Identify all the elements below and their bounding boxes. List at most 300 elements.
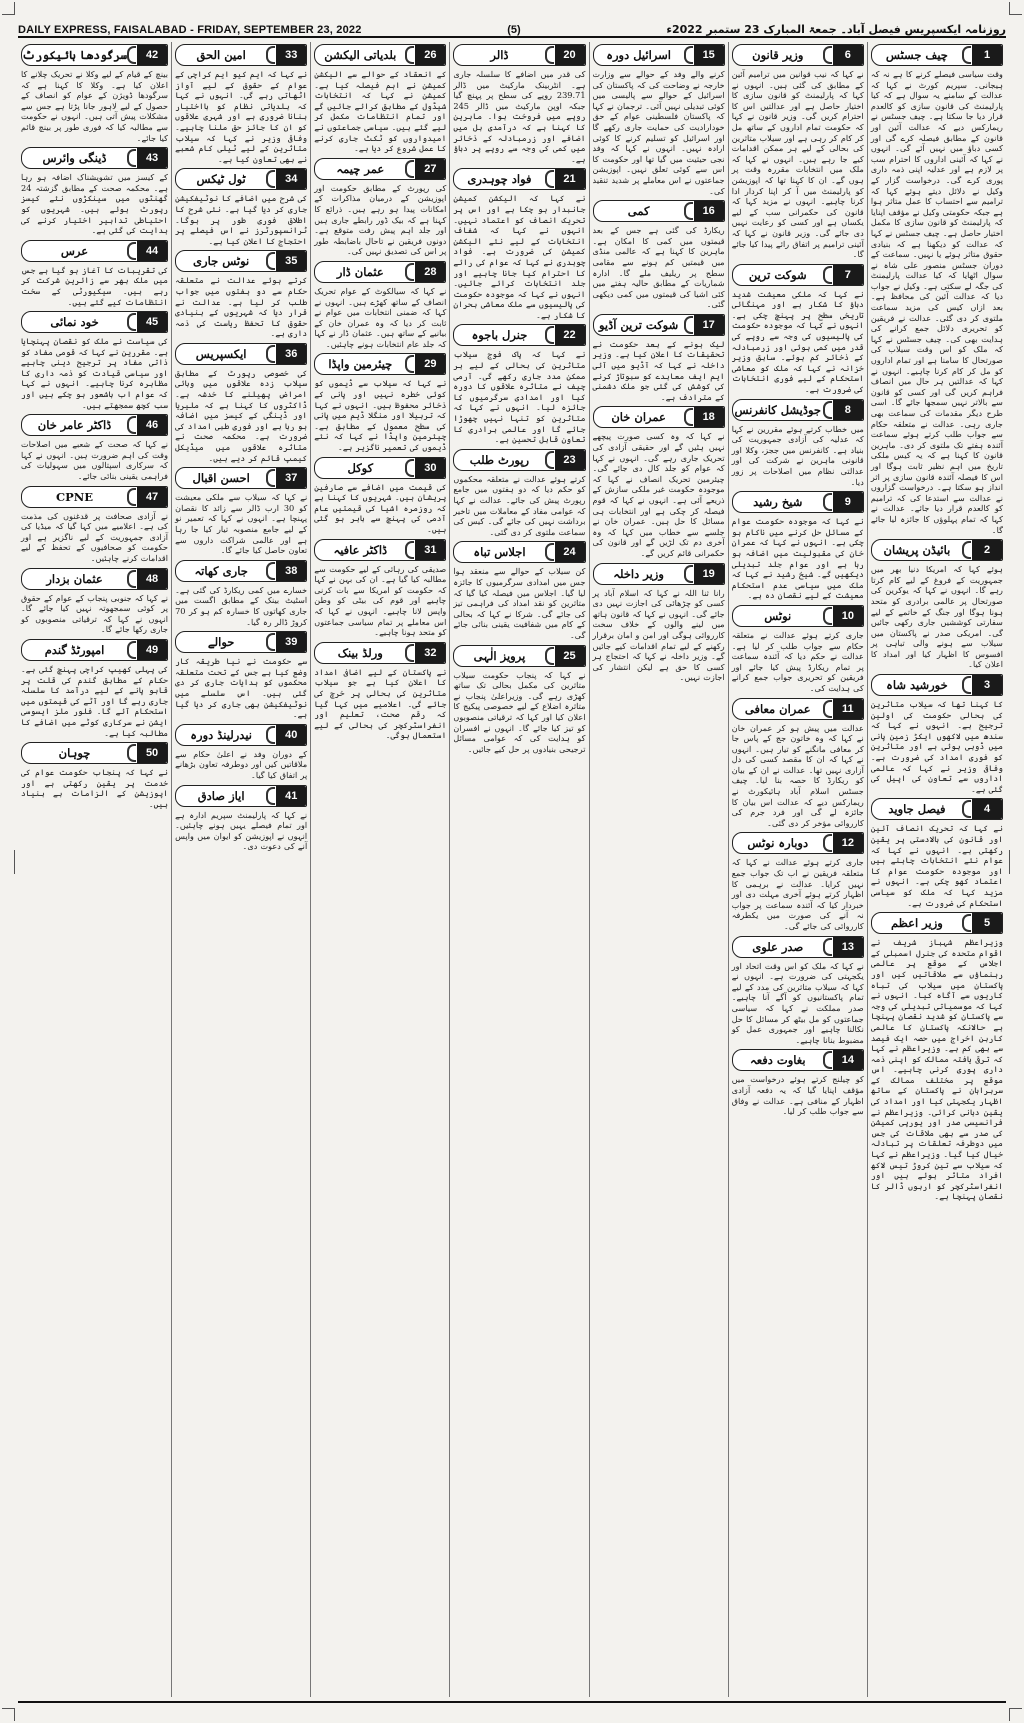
hook-ornament: [684, 316, 693, 334]
headline-box: [314, 642, 446, 664]
headline-box: [593, 563, 725, 585]
news-item-41: [175, 785, 307, 852]
news-item-23: [453, 449, 585, 538]
headline-box: [732, 491, 864, 513]
headline-box: [732, 1049, 864, 1071]
story-text: صدیقی کی رہائی کے لیے حکومت سے مطالبہ کیا گیا ہے۔ ان کی بہن نے کہا کہ حکومت کو امریکا سے بات کرنی چاہیے اور قوم کی بیٹی کو وطن واپس لانا چاہیے۔ انہوں نے کہا کہ اس معاملے پر تمام سیاسی جماعتوں کو متحد ہونا چاہیے۔: [314, 563, 447, 638]
story-text: بینچ کے قیام کے لیے وکلا نے تحریک چلانے کا اعلان کیا ہے۔ وکلا کا کہنا ہے کہ سرگودھا ڈویژن کے عوام کو انصاف کے حصول کے لیے لاہور جانا پڑتا ہے جس سے مشکلات پیش آتی ہیں۔ انہوں نے حکومت سے مطالبہ کیا کہ فوری طور پر بینچ قائم کیا جائے۔: [20, 69, 169, 143]
headline: چیف جسٹس: [885, 48, 948, 62]
news-item-9: [732, 491, 864, 601]
hook-ornament: [405, 46, 414, 64]
column-4: [449, 42, 588, 1697]
item-number-badge: 47: [137, 487, 167, 507]
story-text: نے کہا کہ سیالکوٹ کے عوام تحریک انصاف کے ساتھ کھڑے ہیں۔ انہوں نے کہا کہ ضمنی انتخابات میں عوام نے ثابت کر دیا کہ وہ عمران خان کے بیانیے کے ساتھ ہیں۔ عثمان ڈار نے کہا کہ جلد عام انتخابات ہونے چاہئیں۔: [314, 285, 447, 349]
news-item-45: [21, 311, 168, 410]
story-text: ہوئے کہا کہ امریکا دنیا بھر میں جمہوریت کے فروغ کے لیے کام کرتا رہے گا۔ انہوں نے کہا کہ یوکرین کی صورتحال پر عالمی برادری کو متحد ہونا ہوگا اور جنگ کے خاتمے کے لیے سفارتی کوششیں جاری رکھی جائیں گی۔ امریکی صدر نے پاکستان میں سیلاب سے ہونے والی تباہی پر افسوس کا اظہار کیا اور امداد کا اعلان کیا۔: [870, 564, 1003, 670]
hook-ornament: [823, 266, 832, 284]
headline-box: [453, 541, 585, 563]
hook-ornament: [127, 242, 136, 260]
hook-ornament: [405, 263, 414, 281]
item-number-badge: 39: [276, 632, 306, 652]
story-text: کے کیسز میں تشویشناک اضافہ ہو رہا ہے۔ محکمہ صحت کے مطابق گزشتہ 24 گھنٹوں میں سینکڑوں نئے کیسز رپورٹ ہوئے ہیں۔ شہریوں کو احتیاطی تدابیر اختیار کرنے کی ہدایت کی گئی ہے۔: [20, 172, 169, 236]
item-number-badge: 1: [972, 45, 1002, 65]
crop-mark: [2, 850, 15, 874]
news-item-1: [871, 44, 1003, 535]
headline: اجلاس تباہ: [473, 545, 526, 560]
headline: جوڈیشل کانفرنس: [734, 402, 822, 417]
column-7: [18, 42, 171, 1697]
headline-box: [21, 311, 168, 333]
story-text: نے کہا کہ پاک فوج سیلاب متاثرین کی بحالی کے لیے ہر ممکن مدد جاری رکھے گی۔ آرمی چیف نے متاثرہ علاقوں کا دورہ کیا اور امدادی سرگرمیوں کا جائزہ لیا۔ انہوں نے کہا کہ متاثرین کو تنہا نہیں چھوڑا جائے گا اور عالمی برادری کا تعاون قابل تحسین ہے۔: [453, 349, 586, 445]
headline-box: [871, 539, 1003, 561]
story-text: نے کہا کہ پنجاب حکومت سیلاب متاثرین کی مکمل بحالی تک ساتھ کھڑی رہے گی۔ وزیراعلیٰ پنجاب نے متاثرہ اضلاع کے لیے خصوصی پیکیج کا اعلان کیا اور کہا کہ ترقیاتی منصوبوں کو تیز کیا جائے گا۔ انہوں نے افسران کو ہدایت کی کہ عوامی مسائل ترجیحی بنیادوں پر حل کیے جائیں۔: [453, 669, 586, 754]
headline-box: [21, 147, 168, 169]
column-3: [589, 42, 728, 1697]
hook-ornament: [684, 408, 693, 426]
item-number-badge: 41: [276, 786, 306, 806]
story-text: کرتے ہوئے عدالت نے متعلقہ حکام سے دو ہفتوں میں جواب طلب کر لیا ہے۔ عدالت نے قرار دیا کہ شہریوں کے بنیادی حقوق کا تحفظ ریاست کی ذمہ داری ہے۔: [175, 275, 308, 339]
column-1: [867, 42, 1006, 1697]
headline: شوکت ترین آڈیو: [598, 317, 679, 332]
story-text: کرنے والے وفد کے حوالے سے وزارت خارجہ نے وضاحت کی کہ پاکستان کی اسرائیل کے حوالے سے پالیسی میں کوئی تبدیلی نہیں آئی۔ ترجمان نے کہا کہ پاکستان فلسطینی عوام کے حق خودارادیت کی حمایت جاری رکھے گا اور اسرائیل کو تسلیم کرنے کا کوئی ارادہ نہیں۔ انہوں نے کہا کہ وفد نجی حیثیت میں گیا تھا اور حکومت کا اس سے کوئی تعلق نہیں۔ اپوزیشن جماعتوں نے اس معاملے پر شدید تنقید کی۔: [592, 69, 725, 196]
headline: چیئرمین واپڈا: [328, 357, 393, 372]
hook-ornament: [405, 459, 414, 477]
hook-ornament: [823, 1051, 832, 1069]
hook-ornament: [266, 252, 275, 270]
item-number-badge: 12: [833, 833, 863, 853]
news-item-50: [21, 742, 168, 809]
news-item-10: [732, 605, 864, 694]
story-text: کی خصوصی رپورٹ کے مطابق سیلاب زدہ علاقوں میں وبائی امراض پھیلنے کا خدشہ ہے۔ ڈاکٹروں کا کہنا ہے کہ ملیریا اور ڈینگی کے کیسز میں اضافہ ہو رہا ہے اور فوری طبی امداد کی ضرورت ہے۔ محکمہ صحت نے متاثرہ علاقوں میں میڈیکل کیمپ قائم کر دیے ہیں۔: [175, 367, 308, 463]
story-text: نے کہا کہ نیب قوانین میں ترامیم آئین کے مطابق کی گئی ہیں۔ انہوں نے کہا کہ پارلیمنٹ کو قانون سازی کا اختیار حاصل ہے اور عدالتیں اس کا احترام کریں گی۔ وزیر قانون نے کہا کہ حکومت تمام اداروں کے ساتھ مل کر کام کر رہی ہے اور سیلاب متاثرین کی بحالی کے لیے ہر ممکن اقدامات کیے جا رہے ہیں۔ انہوں نے کہا کہ ملک میں انتخابات مقررہ وقت پر ہوں گے۔ ان کا کہنا تھا کہ اپوزیشن کو پارلیمنٹ میں آ کر اپنا کردار ادا کرنا چاہیے۔ انہوں نے مزید کہا کہ قانون کی حکمرانی سب کے لیے یکساں ہے اور کسی کو رعایت نہیں دی جائے گی۔ وزیر قانون نے کہا کہ آئینی ترامیم پر اتفاق رائے پیدا کیا جائے گا۔: [731, 69, 864, 260]
news-item-40: [175, 724, 307, 781]
item-number-badge: 26: [415, 45, 445, 65]
headline: پرویز الٰہی: [473, 648, 526, 663]
column-5: [310, 42, 449, 1697]
news-item-20: [453, 44, 585, 164]
item-number-badge: 7: [833, 265, 863, 285]
news-item-7: [732, 264, 864, 395]
hook-ornament: [127, 570, 136, 588]
story-text: رانا ثنا اللہ نے کہا کہ اسلام آباد پر کسی کو چڑھائی کی اجازت نہیں دی جائے گی۔ انہوں نے کہا کہ قانون ہاتھ میں لینے والوں کے خلاف سخت کارروائی ہوگی اور امن و امان برقرار رکھنے کے لیے تمام اقدامات کیے جائیں گے۔ وزیر داخلہ نے کہا کہ احتجاج ہر کسی کا حق ہے لیکن انتشار کی اجازت نہیں۔: [592, 587, 725, 683]
hook-ornament: [405, 355, 414, 373]
hook-ornament: [127, 744, 136, 762]
hook-ornament: [545, 46, 554, 64]
news-item-14: [732, 1049, 864, 1116]
headline: شیخ رشید: [753, 495, 803, 510]
headline-box: [314, 158, 446, 180]
headline: فواد چوہدری: [467, 172, 532, 187]
headline: وزیر قانون: [752, 48, 804, 62]
column-6: [171, 42, 310, 1697]
hook-ornament: [962, 914, 971, 932]
item-number-badge: 29: [415, 354, 445, 374]
news-item-16: [593, 200, 725, 310]
headline: دوبارہ نوٹس: [747, 836, 809, 851]
story-text: نے پاکستان کے لیے اضافی امداد کا اعلان کیا ہے جو سیلاب متاثرین کی بحالی پر خرچ کی جائے گی۔ اعلامیے میں کہا گیا کہ رقم صحت، تعلیم اور انفراسٹرکچر کی بحالی کے لیے استعمال ہوگی۔: [314, 666, 447, 741]
hook-ornament: [962, 541, 971, 559]
headline-box: [314, 353, 446, 375]
hook-ornament: [266, 469, 275, 487]
story-text: نے کہا کہ ملک کو اس وقت اتحاد اور یکجہتی کی ضرورت ہے۔ انہوں نے کہا کہ سیلاب متاثرین کی مدد کے لیے تمام پاکستانیوں کو آگے آنا چاہیے۔ صدر مملکت نے کہا کہ سیاسی جماعتوں کو مل بیٹھ کر مسائل کا حل نکالنا چاہیے اور جمہوری عمل کو مضبوط بنانا چاہیے۔: [731, 960, 864, 1045]
item-number-badge: 15: [694, 45, 724, 65]
headline: بائیڈن پریشان: [883, 543, 951, 558]
story-text: نے کہا کہ پارلیمنٹ سپریم ادارہ ہے اور تمام فیصلے یہیں ہونے چاہئیں۔ انہوں نے اپوزیشن کو ایوان میں واپس آنے کی دعوت دی۔: [175, 809, 308, 852]
headline-box: [453, 168, 585, 190]
hook-ornament: [266, 726, 275, 744]
item-number-badge: 42: [137, 45, 167, 65]
story-text: خسارے میں کمی ریکارڈ کی گئی ہے۔ اسٹیٹ بینک کے مطابق اگست میں جاری کھاتوں کا خسارہ کم ہو کر 70 کروڑ ڈالر رہ گیا۔: [175, 584, 308, 627]
item-number-badge: 11: [833, 699, 863, 719]
headline-box: [732, 399, 864, 421]
headline: وزیر داخلہ: [613, 566, 664, 581]
headline-box: [732, 698, 864, 720]
headline-box: [732, 264, 864, 286]
item-number-badge: 21: [555, 169, 585, 189]
story-text: کا کہنا تھا کہ سیلاب متاثرین کی بحالی حکومت کی اولین ترجیح ہے۔ انہوں نے کہا کہ سندھ میں لاکھوں ایکڑ زمین پانی میں ڈوبی ہوئی ہے اور متاثرین کو فوری امداد کی ضرورت ہے۔ وفاقی وزیر نے کہا کہ عالمی اداروں سے تعاون کی اپیل کی گئی ہے۔: [870, 699, 1003, 794]
item-number-badge: 40: [276, 725, 306, 745]
headline-box: [175, 560, 307, 582]
headline: جنرل باجوہ: [471, 328, 528, 343]
headline: جاری کھاتہ: [194, 563, 248, 578]
headline: کوکل: [347, 460, 374, 475]
headline: احسن اقبال: [192, 471, 250, 486]
item-number-badge: 6: [833, 45, 863, 65]
headline: صدر علوی: [752, 939, 804, 954]
item-number-badge: 18: [694, 407, 724, 427]
story-text: نے آزادی صحافت پر قدغنوں کی مذمت کی ہے۔ اعلامیے میں کہا گیا کہ میڈیا کی آزادی جمہوریت کے لیے ناگزیر ہے اور حکومت کو صحافیوں کے تحفظ کے لیے اقدامات کرنے چاہئیں۔: [20, 510, 169, 563]
headline: چوہان: [58, 746, 91, 761]
hook-ornament: [266, 633, 275, 651]
story-text: ریکارڈ کی گئی ہے جس کے بعد قیمتوں میں کمی کا امکان ہے۔ ماہرین کا کہنا ہے کہ عالمی منڈی میں قیمتیں کم ہونے سے مقامی سطح پر ریلیف ملے گا۔ ادارہ شماریات کے مطابق حالیہ ہفتے میں کئی اشیا کی قیمتوں میں کمی دیکھی گئی۔: [592, 225, 725, 310]
headline-box: [871, 44, 1003, 66]
news-item-27: [314, 158, 446, 257]
news-item-42: [21, 44, 168, 143]
news-item-2: [871, 539, 1003, 670]
item-number-badge: 19: [694, 564, 724, 584]
crop-mark: [1009, 850, 1022, 874]
headline: عمر چیمہ: [336, 161, 385, 176]
headline-box: [453, 645, 585, 667]
news-item-35: [175, 250, 307, 339]
hook-ornament: [127, 149, 136, 167]
hook-ornament: [266, 787, 275, 805]
headline-box: [871, 798, 1003, 820]
item-number-badge: 38: [276, 561, 306, 581]
headline: رپورٹ طلب: [469, 452, 530, 467]
hook-ornament: [823, 46, 832, 64]
news-item-48: [21, 568, 168, 635]
news-item-30: [314, 457, 446, 535]
masthead-english-dateline: DAILY EXPRESS, FAISALABAD - FRIDAY, SEPTEMBER 23, 2022: [18, 24, 362, 36]
footer-rule: [18, 1701, 1006, 1703]
item-number-badge: 45: [137, 312, 167, 332]
story-text: نے کہا کہ پنجاب حکومت عوام کی خدمت پر یقین رکھتی ہے اور اپوزیشن کے الزامات بے بنیاد ہیں۔: [20, 767, 169, 809]
news-item-18: [593, 406, 725, 558]
story-text: کن سیلاب کے حوالے سے منعقد ہوا جس میں امدادی سرگرمیوں کا جائزہ لیا گیا۔ اجلاس میں فیصلہ کیا گیا کہ متاثرین کو نقد امداد کی فراہمی تیز کی جائے گی۔ شرکا نے کہا کہ بحالی کے کام میں شفافیت یقینی بنائی جائے گی۔: [453, 566, 586, 640]
story-text: کی قدر میں اضافے کا سلسلہ جاری ہے۔ انٹربینک مارکیٹ میں ڈالر 239.71 روپے کی سطح پر پہنچ گیا جبکہ اوپن مارکیٹ میں ڈالر 245 روپے میں فروخت ہوا۔ ماہرین کا کہنا ہے کہ درآمدی بل میں اضافے اور زرمبادلہ کے ذخائر میں کمی کی وجہ سے روپے پر دباؤ ہے۔: [453, 69, 586, 164]
story-text: کی رپورٹ کے مطابق حکومت اور اپوزیشن کے درمیان مذاکرات کے امکانات پیدا ہو رہے ہیں۔ ذرائع کا کہنا ہے کہ بیک ڈور رابطے جاری ہیں اور جلد اہم پیش رفت متوقع ہے۔ دونوں فریقین نے تاحال باضابطہ طور پر اس کی تصدیق نہیں کی۔: [314, 182, 447, 257]
headline: کمی: [627, 204, 650, 219]
headline-box: [175, 44, 307, 66]
item-number-badge: 20: [555, 45, 585, 65]
headline: بغاوت دفعہ: [749, 1053, 806, 1068]
story-text: عدالت میں پیش ہو کر عمران خان نے کہا کہ وہ خاتون جج کے پاس جا کر معافی مانگنے کو تیار ہیں۔ انہوں نے کہا کہ ان کا مقصد کسی کی دل آزاری نہیں تھا۔ عدالت نے ان کے بیان کو ریکارڈ کا حصہ بنا لیا۔ چیف جسٹس اسلام آباد ہائیکورٹ نے ریمارکس دیے کہ عدالت اس بیان کا جائزہ لے گی اور فرد جرم کی کارروائی مؤخر کر دی گئی۔: [731, 722, 864, 828]
story-text: کے انعقاد کے حوالے سے الیکشن کمیشن نے اہم فیصلہ کیا ہے۔ کمیشن نے کہا کہ انتخابات شیڈول کے مطابق کرائے جائیں گے اور تمام انتظامات مکمل کر لیے گئے ہیں۔ سیاسی جماعتوں نے امیدواروں کو ٹکٹ جاری کرنے کا عمل شروع کر دیا ہے۔: [314, 69, 447, 154]
hook-ornament: [127, 488, 136, 506]
item-number-badge: 28: [415, 262, 445, 282]
crop-mark: [1009, 1708, 1022, 1721]
headline-box: [871, 912, 1003, 934]
hook-ornament: [823, 401, 832, 419]
crop-mark: [1009, 2, 1022, 15]
headline: خورشید شاہ: [886, 678, 948, 693]
news-item-4: [871, 798, 1003, 908]
story-text: جاری کرتے ہوئے عدالت نے متعلقہ حکام سے جواب طلب کر لیا ہے۔ عدالت نے حکم دیا کہ آئندہ سماعت پر تمام ریکارڈ پیش کیا جائے اور فریقین کو تحریری جواب جمع کرانے کی ہدایت کی۔: [731, 629, 864, 693]
story-text: کی پہلی کھیپ کراچی پہنچ گئی ہے۔ حکام کے مطابق گندم کی قلت پر قابو پانے کے لیے درآمد کا سلسلہ جاری رہے گا اور آٹے کی قیمتوں میں استحکام آئے گا۔ فلور ملز ایسوسی ایشن نے سرکاری کوٹے میں اضافے کا مطالبہ کیا ہے۔: [20, 663, 169, 738]
hook-ornament: [545, 326, 554, 344]
hook-ornament: [962, 676, 971, 694]
hook-ornament: [405, 541, 414, 559]
hook-ornament: [405, 644, 414, 662]
headline: ایاز صادق: [197, 788, 245, 803]
item-number-badge: 17: [694, 315, 724, 335]
headline: ڈاکٹر عافیہ: [333, 542, 388, 557]
news-item-28: [314, 261, 446, 350]
news-item-11: [732, 698, 864, 829]
headline-box: [21, 44, 168, 66]
hook-ornament: [545, 451, 554, 469]
headline: بلدیاتی الیکشن: [324, 48, 397, 62]
news-item-32: [314, 642, 446, 741]
item-number-badge: 48: [137, 569, 167, 589]
story-text: نے کہا کہ ایم کیو ایم کراچی کے عوام کے حقوق کے لیے آواز اٹھاتی رہے گی۔ انہوں نے کہا کہ بلدیاتی نظام کو بااختیار بنانا ضروری ہے اور شہری علاقوں کو ان کا جائز حق ملنا چاہیے۔ وفاقی وزیر نے کہا کہ سیلاب متاثرین کے لیے ٹیلی کام شعبے نے بھی تعاون کیا ہے۔: [175, 69, 308, 164]
story-text: جاری کرتے ہوئے عدالت نے کہا کہ متعلقہ فریقین نے اب تک جواب جمع نہیں کرایا۔ عدالت نے برہمی کا اظہار کرتے ہوئے آخری مہلت دی اور خبردار کیا کہ آئندہ سماعت پر جواب نہ آنے کی صورت میں یکطرفہ کارروائی کی جائے گی۔: [731, 857, 864, 931]
headline: عرس: [60, 243, 89, 258]
headline: عثمان بزدار: [46, 571, 103, 586]
story-text: وزیراعظم شہباز شریف نے اقوام متحدہ کی جنرل اسمبلی کے اجلاس کے موقع پر عالمی رہنماؤں سے ملاقاتیں کیں اور پاکستان میں سیلاب کی تباہ کاریوں سے آگاہ کیا۔ انہوں نے کہا کہ موسمیاتی تبدیلی کی وجہ سے پاکستان کو شدید نقصان پہنچا ہے حالانکہ پاکستان کا عالمی کاربن اخراج میں حصہ ایک فیصد سے بھی کم ہے۔ وزیراعظم نے کہا کہ ترقی یافتہ ممالک کو اپنی ذمہ داری پوری کرنی چاہیے۔ اس موقع پر مختلف ممالک کے سربراہان نے پاکستان کے ساتھ اظہار یکجہتی کیا اور امداد کی یقین دہانی کرائی۔ وزیراعظم نے فرانسیسی صدر اور یورپی کمیشن کی صدر سے بھی ملاقات کی جس میں دوطرفہ تعلقات پر تبادلہ خیال کیا گیا۔ وزیراعظم نے کہا کہ سیلاب سے تین کروڑ تیس لاکھ افراد متاثر ہوئے ہیں اور انفراسٹرکچر کو اربوں ڈالر کا نقصان پہنچا ہے۔: [870, 937, 1003, 1202]
news-item-3: [871, 674, 1003, 794]
story-text: نے کہا کہ الیکشن کمیشن جانبدار ہو چکا ہے اور اس پر تحریک انصاف کو اعتماد نہیں۔ انہوں نے کہا کہ شفاف انتخابات کے لیے نئے الیکشن کمیشن کی ضرورت ہے۔ فواد چوہدری نے کہا کہ عوام کی رائے کا احترام کیا جانا چاہیے اور جلد انتخابات کرائے جائیں۔ انہوں نے کہا کہ موجودہ حکومت کی پالیسیوں سے ملک معاشی بحران کا شکار ہے۔: [453, 193, 586, 320]
hook-ornament: [266, 562, 275, 580]
headline: نیدرلینڈ دورہ: [190, 727, 252, 742]
headline-box: [453, 44, 585, 66]
headline: عثمان ڈار: [336, 264, 384, 279]
headline: امین الحق: [196, 48, 246, 62]
headline-box: [21, 240, 168, 262]
headline-box: [21, 568, 168, 590]
item-number-badge: 25: [555, 646, 585, 666]
item-number-badge: 13: [833, 937, 863, 957]
headline-box: [871, 674, 1003, 696]
hook-ornament: [823, 607, 832, 625]
news-item-33: [175, 44, 307, 164]
item-number-badge: 4: [972, 799, 1002, 819]
item-number-badge: 49: [137, 640, 167, 660]
headline: ایکسپریس: [195, 346, 247, 361]
item-number-badge: 33: [276, 45, 306, 65]
headline: ڈاکٹر عامر خان: [37, 418, 112, 433]
news-item-36: [175, 343, 307, 463]
story-text: کی سیاست نے ملک کو نقصان پہنچایا ہے۔ مقررین نے کہا کہ قومی مفاد کو ذاتی مفاد پر ترجیح دینی چاہیے اور سیاسی قیادت کو ذمہ داری کا مظاہرہ کرنا چاہیے۔ انہوں نے کہا کہ عوام اب باشعور ہو چکے ہیں اور سب کچھ سمجھتے ہیں۔: [20, 336, 169, 410]
item-number-badge: 24: [555, 542, 585, 562]
hook-ornament: [545, 170, 554, 188]
hook-ornament: [127, 313, 136, 331]
story-text: میں خطاب کرتے ہوئے مقررین نے کہا کہ عدلیہ کی آزادی جمہوریت کی بنیاد ہے۔ کانفرنس میں ججز، وکلا اور قانونی ماہرین نے شرکت کی اور عدالتی نظام میں اصلاحات پر زور دیا۔: [731, 423, 864, 487]
headline: سرگودھا ہائیکورٹ: [21, 48, 128, 62]
headline: ٹول ٹیکس: [196, 172, 246, 187]
masthead-urdu-dateline: روزنامہ ایکسپریس فیصل آباد۔ جمعۃ المبارک 23 ستمبر 2022ء: [666, 23, 1006, 36]
crop-mark: [2, 1708, 15, 1721]
story-text: وقت سیاسی فیصلے کرنے کا ہے نہ کہ ہیجانی۔ سپریم کورٹ نے کہا کہ عدالت کے سامنے یہ سوال ہے کہ کیا پارلیمنٹ کی قانون سازی کو کالعدم قرار دیا جا سکتا ہے۔ چیف جسٹس نے ریمارکس دیے کہ عدالت آئین اور قانون کے مطابق فیصلہ کرے گی اور کسی دباؤ میں نہیں آئے گی۔ انہوں نے کہا کہ آئینی اداروں کا احترام سب پر لازم ہے اور عدلیہ اپنی ذمہ داری پوری کرے گی۔ درخواست گزار کے وکیل نے دلائل دیتے ہوئے کہا کہ ترامیم سے احتساب کا عمل متاثر ہوا ہے جبکہ حکومتی وکیل نے مؤقف اپنایا کہ پارلیمنٹ کو قانون سازی کا مکمل اختیار حاصل ہے۔ چیف جسٹس نے کہا کہ عدالت کو دیکھنا ہے کہ بنیادی حقوق متاثر ہوئے یا نہیں۔ سماعت کے دوران جسٹس منصور علی شاہ نے سوال اٹھایا کہ کیا عدالت پارلیمنٹ کی جگہ لے سکتی ہے۔ وکیل نے جواب دیا کہ عدالت آئین کی محافظ ہے۔ بعد ازاں کیس کی مزید سماعت ملتوی کر دی گئی۔ عدالت نے فریقین کو تحریری دلائل جمع کرانے کی ہدایت بھی کی۔ چیف جسٹس نے کہا کہ ملک کو اس وقت سیلاب کی صورتحال کا سامنا ہے اور تمام اداروں کو مل کر کام کرنا چاہیے۔ انہوں نے کہا کہ عدالتیں ہر حال میں انصاف فراہم کریں گی اور کسی کو قانون سے بالاتر نہیں سمجھا جائے گا۔ اسی طرح دیگر مقدمات کی سماعت بھی جاری رہی۔ عدالت نے متعلقہ حکام سے جواب طلب کرتے ہوئے سماعت آئندہ ہفتے تک ملتوی کر دی۔ ماہرین قانون کا کہنا ہے کہ یہ کیس ملکی تاریخ میں اہم نظیر ثابت ہوگا اور اس کا فیصلہ آئندہ قانون سازی پر اثر انداز ہو سکتا ہے۔ درخواست گزاروں نے عدالت سے استدعا کی کہ ترامیم کو کالعدم قرار دیا جائے۔ عدالت نے کہا کہ تمام پہلوؤں کا جائزہ لیا جائے گا۔: [870, 69, 1003, 535]
headline: اسرائیل دورہ: [606, 48, 671, 62]
item-number-badge: 9: [833, 492, 863, 512]
headline: نوٹس جاری: [193, 254, 250, 269]
news-columns: [18, 42, 1006, 1697]
hook-ornament: [266, 345, 275, 363]
headline: خود نمائی: [50, 315, 99, 330]
story-text: کے دوران وفد نے اعلیٰ حکام سے ملاقاتیں کیں اور دوطرفہ تعاون بڑھانے پر اتفاق کیا گیا۔: [175, 748, 308, 780]
headline-box: [21, 486, 168, 508]
item-number-badge: 36: [276, 344, 306, 364]
headline-box: [732, 605, 864, 627]
item-number-badge: 32: [415, 643, 445, 663]
headline-box: [175, 168, 307, 190]
headline-box: [175, 343, 307, 365]
headline-box: [21, 639, 168, 661]
news-item-37: [175, 467, 307, 556]
hook-ornament: [127, 46, 136, 64]
story-text: نے کہا کہ ملکی معیشت شدید دباؤ کا شکار ہے اور مہنگائی تاریخی سطح پر پہنچ چکی ہے۔ انہوں نے کہا کہ موجودہ حکومت کی پالیسیوں کی وجہ سے روپے کی قدر میں کمی ہوئی اور زرمبادلہ کے ذخائر کم ہوئے۔ سابق وزیر خزانہ نے کہا کہ ملک کو معاشی استحکام کے لیے فوری انتخابات کی ضرورت ہے۔: [731, 288, 864, 395]
item-number-badge: 35: [276, 251, 306, 271]
story-text: سے حکومت نے نیا طریقہ کار وضع کیا ہے جس کے تحت متعلقہ محکموں کو ہدایات جاری کر دی گئی ہیں۔ اس سلسلے میں نوٹیفکیشن بھی جاری کر دیا گیا ہے۔: [175, 656, 308, 720]
headline-box: [21, 414, 168, 436]
story-text: نے کہا کہ صحت کے شعبے میں اصلاحات وقت کی اہم ضرورت ہیں۔ انہوں نے کہا کہ سرکاری اسپتالوں میں سہولیات کی فراہمی یقینی بنائی جائے۔: [20, 439, 169, 482]
headline: CPNE: [55, 489, 94, 504]
headline-box: [175, 250, 307, 272]
news-item-5: [871, 912, 1003, 1202]
item-number-badge: 10: [833, 606, 863, 626]
news-item-22: [453, 324, 585, 444]
headline: ڈینگی وائرس: [42, 151, 107, 166]
hook-ornament: [823, 938, 832, 956]
story-text: نے کہا کہ جنوبی پنجاب کے عوام کے حقوق پر کوئی سمجھوتہ نہیں کیا جائے گا۔ انہوں نے کہا کہ ترقیاتی منصوبوں کو جاری رکھا جائے گا۔: [20, 592, 169, 635]
item-number-badge: 30: [415, 458, 445, 478]
item-number-badge: 22: [555, 325, 585, 345]
hook-ornament: [684, 46, 693, 64]
news-item-12: [732, 832, 864, 931]
item-number-badge: 43: [137, 148, 167, 168]
headline-box: [593, 44, 725, 66]
hook-ornament: [962, 46, 971, 64]
headline-box: [175, 724, 307, 746]
headline: حوالے: [207, 635, 235, 650]
hook-ornament: [823, 834, 832, 852]
page-number: (5): [507, 24, 521, 36]
headline: عمران معافی: [744, 701, 811, 716]
hook-ornament: [962, 800, 971, 818]
hook-ornament: [405, 160, 414, 178]
news-item-49: [21, 639, 168, 738]
story-text: لیک ہونے کے بعد حکومت نے تحقیقات کا اعلان کیا ہے۔ وزیر داخلہ نے کہا کہ آڈیو میں آئی ایم ایف معاہدے کو سبوتاژ کرنے کی کوشش کی گئی جو ملک دشمنی کے مترادف ہے۔: [592, 338, 725, 402]
news-item-29: [314, 353, 446, 452]
headline-box: [593, 314, 725, 336]
headline: عمران خان: [611, 410, 666, 425]
item-number-badge: 5: [972, 913, 1002, 933]
headline: ڈالر: [490, 48, 509, 62]
news-item-38: [175, 560, 307, 627]
headline: امپورٹڈ گندم: [44, 642, 105, 657]
headline: وزیر اعظم: [891, 916, 943, 931]
item-number-badge: 50: [137, 743, 167, 763]
hook-ornament: [266, 46, 275, 64]
news-item-25: [453, 645, 585, 755]
story-text: نے کہا کہ سیلاب سے ڈیموں کو کوئی خطرہ نہیں اور پانی کے ذخائر محفوظ ہیں۔ انہوں نے کہا کہ تربیلا اور منگلا ڈیم میں پانی کی سطح معمول کے مطابق ہے۔ چیئرمین واپڈا نے کہا کہ نئے ڈیموں کی تعمیر ناگزیر ہے۔: [314, 378, 447, 453]
hook-ornament: [684, 202, 693, 220]
headline-box: [175, 631, 307, 653]
crop-mark: [2, 2, 15, 15]
headline: شوکت ترین: [748, 267, 807, 282]
news-item-6: [732, 44, 864, 260]
story-text: نے کہا کہ سیلاب سے ملکی معیشت کو 30 ارب ڈالر سے زائد کا نقصان پہنچا ہے۔ انہوں نے کہا کہ تعمیر نو کے لیے جامع منصوبہ تیار کیا جا رہا ہے اور عالمی شراکت داروں سے تعاون حاصل کیا جائے گا۔: [175, 492, 308, 556]
headline-box: [21, 742, 168, 764]
headline: ورلڈ بینک: [337, 645, 383, 660]
news-item-43: [21, 147, 168, 236]
item-number-badge: 16: [694, 201, 724, 221]
news-item-19: [593, 563, 725, 683]
news-item-31: [314, 539, 446, 638]
headline-box: [175, 785, 307, 807]
item-number-badge: 44: [137, 241, 167, 261]
item-number-badge: 2: [972, 540, 1002, 560]
hook-ornament: [823, 700, 832, 718]
news-item-8: [732, 399, 864, 488]
headline-box: [593, 406, 725, 428]
headline-box: [453, 324, 585, 346]
hook-ornament: [266, 170, 275, 188]
story-text: کی تقریبات کا آغاز ہو گیا ہے جس میں ملک بھر سے زائرین شرکت کر رہے ہیں۔ سیکیورٹی کے سخت انتظامات کیے گئے ہیں۔: [20, 264, 169, 307]
item-number-badge: 37: [276, 468, 306, 488]
story-text: کو چیلنج کرتے ہوئے درخواست میں مؤقف اپنایا گیا کہ یہ دفعہ آزادی اظہار کے منافی ہے۔ عدالت نے وفاق سے جواب طلب کر لیا۔: [731, 1074, 864, 1117]
news-item-17: [593, 314, 725, 403]
headline-box: [593, 200, 725, 222]
item-number-badge: 31: [415, 540, 445, 560]
item-number-badge: 23: [555, 450, 585, 470]
news-item-21: [453, 168, 585, 320]
headline-box: [314, 261, 446, 283]
headline-box: [314, 457, 446, 479]
item-number-badge: 46: [137, 415, 167, 435]
hook-ornament: [545, 543, 554, 561]
story-text: کرتے ہوئے عدالت نے متعلقہ محکموں کو حکم دیا کہ دو ہفتوں میں جامع رپورٹ پیش کی جائے۔ عدالت نے کہا کہ عوامی مفاد کے معاملات میں تاخیر برداشت نہیں کی جائے گی۔ کیس کی سماعت ملتوی کر دی گئی۔: [453, 473, 586, 537]
news-item-44: [21, 240, 168, 307]
item-number-badge: 8: [833, 400, 863, 420]
headline-box: [175, 467, 307, 489]
news-item-46: [21, 414, 168, 481]
story-text: نے کہا کہ وہ کسی صورت پیچھے نہیں ہٹیں گے اور حقیقی آزادی کی تحریک جاری رہے گی۔ انہوں نے کہا کہ عوام کو جلد کال دی جائے گی۔ چیئرمین تحریک انصاف نے کہا کہ موجودہ حکومت غیر ملکی سازش کے ذریعے آئی ہے۔ انہوں نے کہا کہ قوم فیصلہ کر چکی ہے اور انتخابات ہی مسائل کا حل ہیں۔ عمران خان نے جلسے سے خطاب میں کہا کہ وہ آخری دم تک لڑیں گے اور قانون کی حکمرانی قائم کریں گے۔: [592, 431, 725, 558]
hook-ornament: [127, 641, 136, 659]
item-number-badge: 14: [833, 1050, 863, 1070]
hook-ornament: [823, 493, 832, 511]
story-text: نے کہا کہ تحریک انصاف آئین اور قانون کی بالادستی پر یقین رکھتی ہے۔ انہوں نے کہا کہ عوام نئے انتخابات چاہتے ہیں اور موجودہ حکومت عوام کا اعتماد کھو چکی ہے۔ انہوں نے مزید کہا کہ ملک کو سیاسی استحکام کی ضرورت ہے۔: [870, 823, 1003, 908]
news-item-47: [21, 486, 168, 564]
headline-box: [732, 44, 864, 66]
news-item-34: [175, 168, 307, 246]
headline-box: [314, 44, 446, 66]
news-item-13: [732, 936, 864, 1046]
column-2: [728, 42, 867, 1697]
item-number-badge: 3: [972, 675, 1002, 695]
